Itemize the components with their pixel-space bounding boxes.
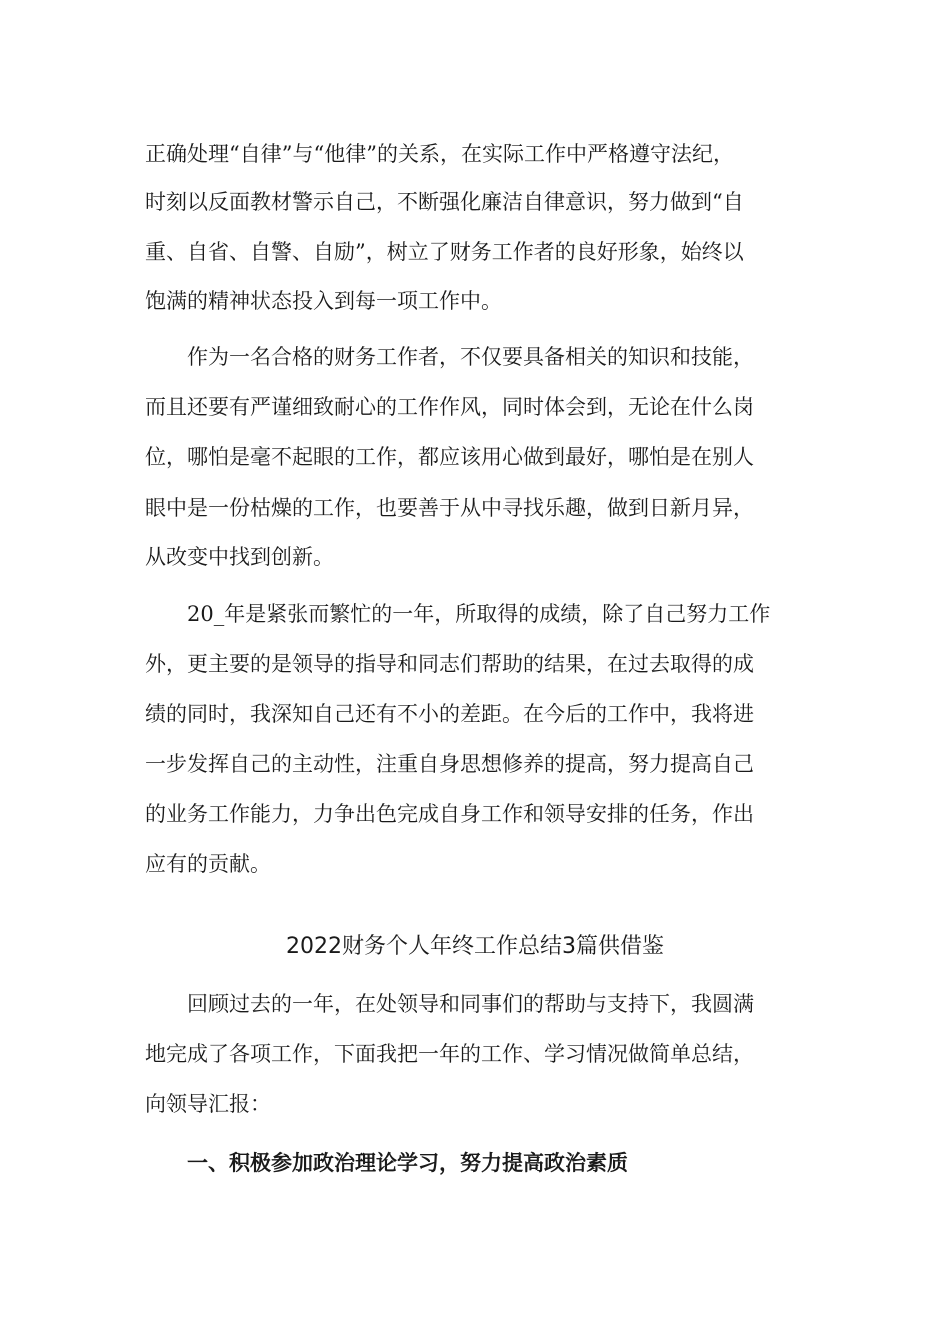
paragraph-line: 饱满的精神状态投入到每一项工作中。 [145,289,502,313]
paragraph-line: 20_年是紧张而繁忙的一年，所取得的成绩，除了自己努力工作 [187,602,771,626]
paragraph-line: 应有的贡献。 [145,852,271,876]
section-heading-1: 一、积极参加政治理论学习，努力提高政治素质 [187,1151,628,1175]
paragraph-line: 时刻以反面教材警示自己，不断强化廉洁自律意识，努力做到“自 [145,190,744,214]
section-title: 2022财务个人年终工作总结3篇供借鉴 [286,934,664,959]
paragraph-line: 外，更主要的是领导的指导和同志们帮助的结果，在过去取得的成 [145,652,754,676]
paragraph-line: 眼中是一份枯燥的工作，也要善于从中寻找乐趣，做到日新月异， [145,496,754,520]
paragraph-line: 位，哪怕是毫不起眼的工作，都应该用心做到最好，哪怕是在别人 [145,445,754,469]
paragraph-line: 向领导汇报： [145,1092,271,1116]
paragraph-line: 从改变中找到创新。 [145,545,334,569]
paragraph-line: 的业务工作能力，力争出色完成自身工作和领导安排的任务，作出 [145,802,754,826]
paragraph-line: 重、自省、自警、自励”，树立了财务工作者的良好形象，始终以 [145,240,744,264]
paragraph-line: 绩的同时，我深知自己还有不小的差距。在今后的工作中，我将进 [145,702,754,726]
paragraph-line: 正确处理“自律”与“他律”的关系，在实际工作中严格遵守法纪， [145,142,734,166]
paragraph-line: 地完成了各项工作，下面我把一年的工作、学习情况做简单总结， [145,1042,754,1066]
paragraph-line: 一步发挥自己的主动性，注重自身思想修养的提高，努力提高自己 [145,752,754,776]
paragraph-line: 而且还要有严谨细致耐心的工作作风，同时体会到，无论在什么岗 [145,395,754,419]
paragraph-line: 回顾过去的一年，在处领导和同事们的帮助与支持下，我圆满 [187,992,754,1016]
paragraph-line: 作为一名合格的财务工作者，不仅要具备相关的知识和技能， [187,345,754,369]
